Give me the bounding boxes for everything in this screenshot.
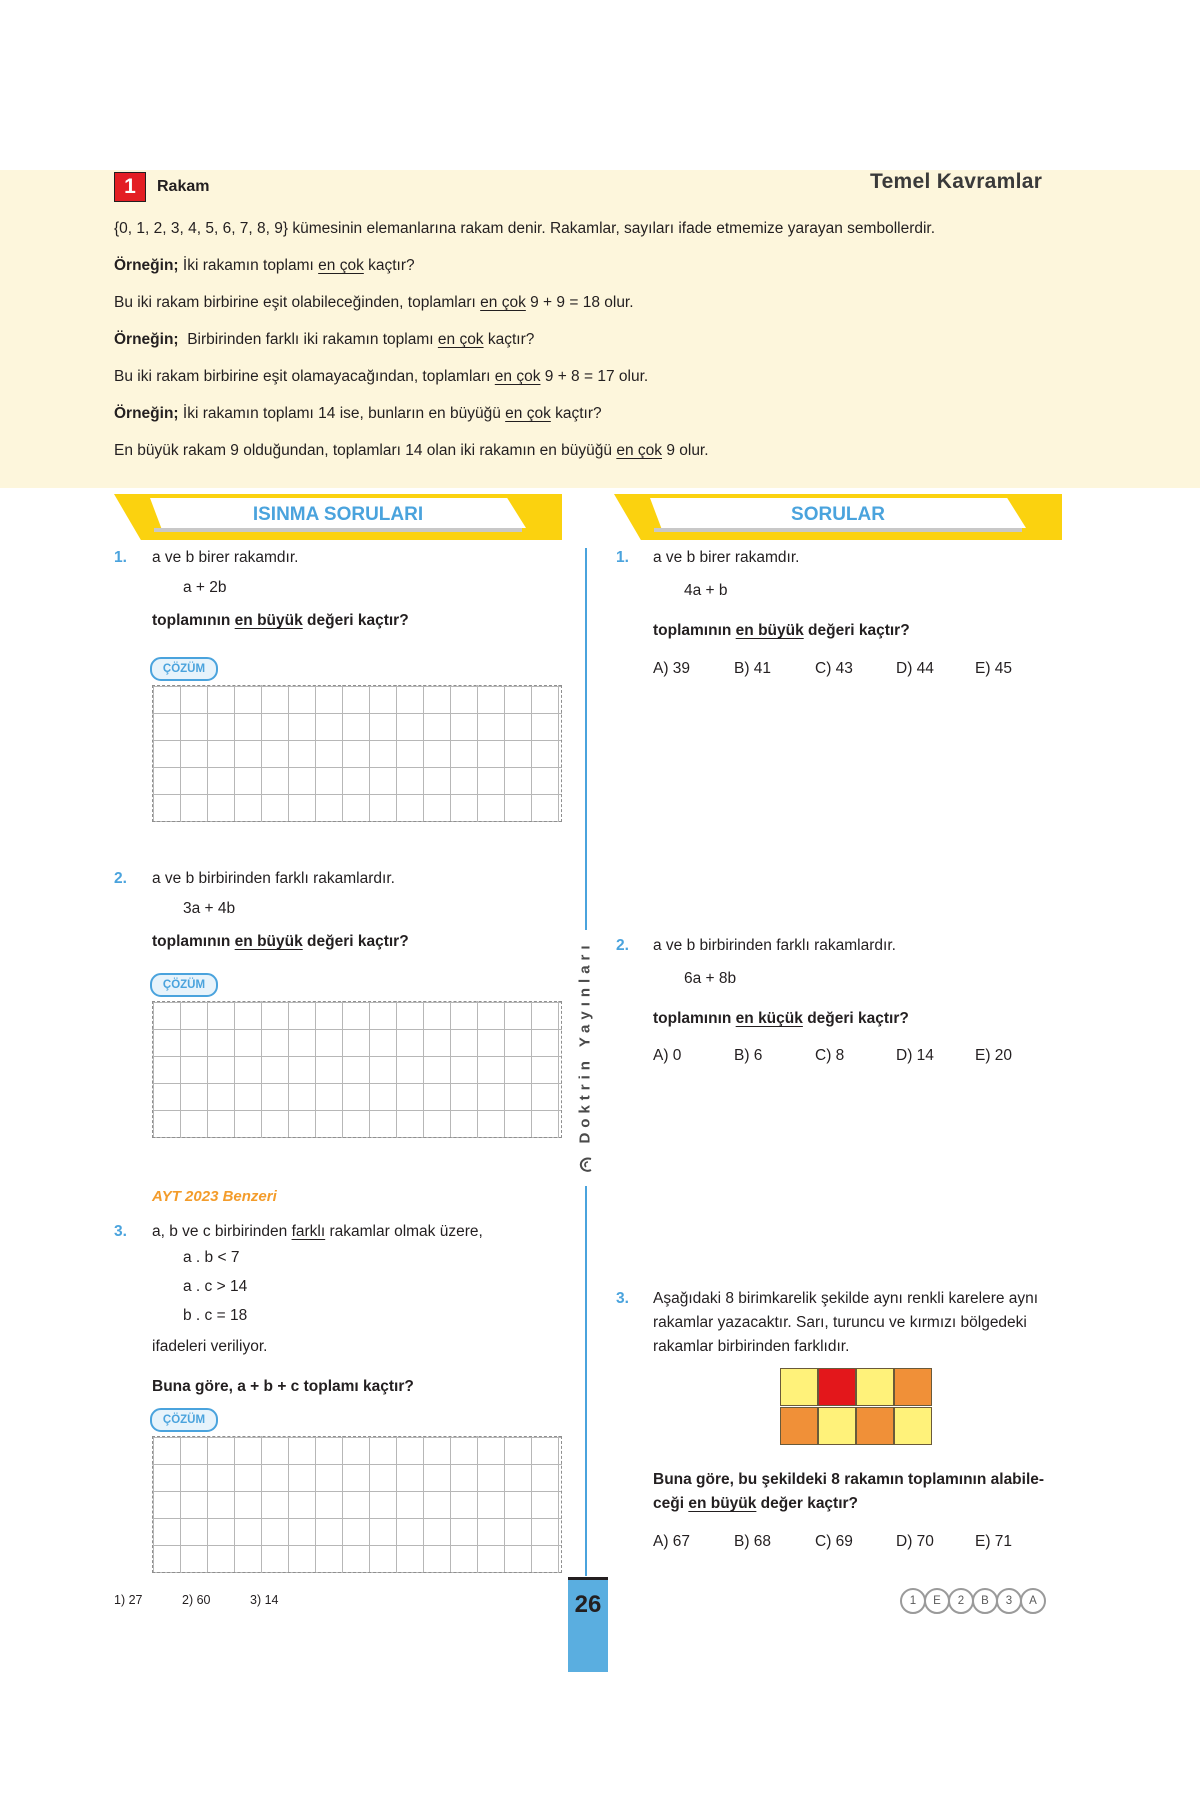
solution-grid[interactable] — [152, 1001, 562, 1138]
stem-text: a, b ve c birbirinden — [152, 1223, 292, 1240]
answer-key-item: 3 — [996, 1588, 1022, 1614]
colored-unit-square-figure — [780, 1368, 936, 1446]
answer-key-chain — [900, 1589, 1044, 1613]
example-text: kaçtır? — [363, 257, 415, 274]
column-divider-bottom — [585, 1186, 587, 1576]
example-text: Birbirinden farklı iki rakamın toplamı — [187, 331, 438, 348]
figure-cell — [818, 1368, 856, 1406]
underlined-keyword: en çok — [616, 442, 663, 459]
underlined-keyword: en büyük — [234, 612, 303, 629]
q3-stem-line-1: Aşağıdaki 8 birimkarelik şekilde aynı renkli karelere aynı — [653, 1290, 1039, 1307]
column-divider-top — [585, 548, 587, 930]
q3-question-line-2 — [653, 1495, 858, 1513]
figure-cell — [780, 1407, 818, 1445]
underlined-keyword: en çok — [318, 257, 364, 274]
warmup-q1-number: 1. — [114, 549, 127, 566]
q1-option-c[interactable]: C) 43 — [815, 660, 853, 677]
q3-stem-line-2: rakamlar yazacaktır. Sarı, turuncu ve kırmızı bölgedeki — [653, 1314, 1027, 1331]
warmup-q1-stem: a ve b birer rakamdır. — [152, 549, 299, 566]
publisher-name: Doktrin Yayınları — [576, 940, 594, 1144]
figure-cell — [894, 1407, 932, 1445]
q2-number: 2. — [616, 937, 629, 954]
question-text: değeri kaçtır? — [307, 933, 409, 950]
warmup-banner-title: ISINMA SORULARI — [252, 504, 424, 525]
example-text: kaçtır? — [483, 331, 535, 348]
warmup-q3-number: 3. — [114, 1223, 127, 1240]
solution-button[interactable]: ÇÖZÜM — [150, 657, 218, 681]
underlined-keyword: en büyük — [234, 933, 303, 950]
q3-option-c[interactable]: C) 69 — [815, 1533, 853, 1550]
answer-text: Bu iki rakam birbirine eşit olamayacağından, toplamları — [114, 368, 495, 385]
answer-1: 1) 27 — [114, 1593, 143, 1607]
underlined-keyword: en çok — [480, 294, 526, 311]
question-text: değeri kaçtır? — [808, 622, 910, 639]
answer-key-item: B — [972, 1588, 998, 1614]
q3-option-d[interactable]: D) 70 — [896, 1533, 934, 1550]
q2-option-a[interactable]: A) 0 — [653, 1047, 682, 1064]
intro-example-1 — [114, 256, 415, 276]
q2-question — [653, 1010, 909, 1028]
q1-question — [653, 622, 910, 640]
underlined-keyword: en çok — [505, 405, 551, 422]
q1-expression: 4a + b — [684, 582, 728, 599]
warmup-q2-number: 2. — [114, 870, 127, 887]
question-text: değeri kaçtır? — [307, 612, 409, 629]
warmup-q3-stem — [152, 1223, 483, 1241]
q2-option-d[interactable]: D) 14 — [896, 1047, 934, 1064]
q2-option-e[interactable]: E) 20 — [975, 1047, 1013, 1064]
question-text: ceği — [653, 1495, 689, 1512]
question-text: değer kaçtır? — [756, 1495, 859, 1512]
answer-3: 3) 14 — [250, 1593, 279, 1607]
underlined-keyword: en çok — [494, 368, 541, 385]
questions-banner-title: SORULAR — [791, 504, 885, 525]
underlined-keyword: en büyük — [735, 622, 804, 639]
solution-button[interactable]: ÇÖZÜM — [150, 1408, 218, 1432]
stem-text: rakamlar olmak üzere, — [325, 1223, 483, 1240]
q3-option-b[interactable]: B) 68 — [734, 1533, 772, 1550]
intro-definition: {0, 1, 2, 3, 4, 5, 6, 7, 8, 9} kümesinin elemanlarına rakam denir. Rakamlar, sayıları ifade etmemize yarayan sembollerdir. — [114, 220, 936, 237]
warmup-banner — [114, 494, 562, 540]
topic-number-badge: 1 — [114, 172, 146, 202]
q3-stem-line-3: rakamlar birbirinden farklıdır. — [653, 1338, 850, 1355]
solution-grid[interactable] — [152, 1436, 562, 1573]
q2-option-c[interactable]: C) 8 — [815, 1047, 845, 1064]
underlined-keyword: farklı — [291, 1223, 326, 1240]
underlined-keyword: en küçük — [735, 1010, 803, 1027]
question-text: toplamının — [653, 1010, 732, 1027]
publisher-vertical-text — [555, 942, 615, 1142]
condition-2: a . c > 14 — [183, 1278, 248, 1295]
answer-text: 9 + 9 = 18 olur. — [525, 294, 634, 311]
question-source-label: AYT 2023 Benzeri — [152, 1188, 277, 1205]
question-text: toplamının — [653, 622, 732, 639]
q1-option-a[interactable]: A) 39 — [653, 660, 691, 677]
question-text: değeri kaçtır? — [807, 1010, 909, 1027]
questions-banner — [614, 494, 1062, 540]
example-text: İki rakamın toplamı 14 ise, bunların en büyüğü — [182, 405, 506, 422]
answer-key-item: E — [924, 1588, 950, 1614]
q1-option-b[interactable]: B) 41 — [734, 660, 772, 677]
page-number-tab — [568, 1577, 608, 1672]
warmup-q2-question — [152, 933, 409, 951]
given-text: ifadeleri veriliyor. — [152, 1338, 268, 1355]
q2-option-b[interactable]: B) 6 — [734, 1047, 763, 1064]
q1-option-d[interactable]: D) 44 — [896, 660, 934, 677]
publisher-logo-icon — [578, 1156, 594, 1174]
q1-stem: a ve b birer rakamdır. — [653, 549, 800, 566]
q3-number: 3. — [616, 1290, 629, 1307]
q1-option-e[interactable]: E) 45 — [975, 660, 1013, 677]
page-number: 26 — [574, 1591, 602, 1618]
question-text: toplamının — [152, 612, 231, 629]
q3-option-a[interactable]: A) 67 — [653, 1533, 691, 1550]
figure-cell — [856, 1407, 894, 1445]
warmup-q1-question — [152, 612, 409, 630]
figure-cell — [894, 1368, 932, 1406]
q2-expression: 6a + 8b — [684, 970, 737, 987]
condition-3: b . c = 18 — [183, 1307, 248, 1324]
answer-key-item: A — [1020, 1588, 1046, 1614]
intro-example-2 — [114, 330, 534, 350]
answer-2: 2) 60 — [182, 1593, 211, 1607]
example-label: Örneğin; — [114, 257, 179, 274]
q3-option-e[interactable]: E) 71 — [975, 1533, 1013, 1550]
warmup-q1-expression: a + 2b — [183, 579, 227, 596]
answer-text: 9 olur. — [662, 442, 709, 459]
intro-example-3 — [114, 404, 602, 424]
q1-number: 1. — [616, 549, 629, 566]
answer-key-item: 1 — [900, 1588, 926, 1614]
figure-cell — [856, 1368, 894, 1406]
topic-title: Rakam — [157, 178, 210, 195]
q2-stem: a ve b birbirinden farklı rakamlardır. — [653, 937, 896, 954]
warmup-q3-question: Buna göre, a + b + c toplamı kaçtır? — [152, 1378, 414, 1395]
answer-text: 9 + 8 = 17 olur. — [540, 368, 649, 385]
intro-answer-3 — [114, 441, 709, 461]
answer-key-item: 2 — [948, 1588, 974, 1614]
example-text: İki rakamın toplamı — [182, 257, 319, 274]
example-label: Örneğin; — [114, 331, 179, 348]
solution-grid[interactable] — [152, 685, 562, 822]
underlined-keyword: en büyük — [688, 1495, 757, 1512]
section-title: Temel Kavramlar — [870, 170, 1043, 193]
question-text: toplamının — [152, 933, 231, 950]
answer-text: Bu iki rakam birbirine eşit olabileceğinden, toplamları — [114, 294, 481, 311]
underlined-keyword: en çok — [437, 331, 484, 348]
condition-1: a . b < 7 — [183, 1249, 240, 1266]
solution-button[interactable]: ÇÖZÜM — [150, 973, 218, 997]
warmup-q2-stem: a ve b birbirinden farklı rakamlardır. — [152, 870, 395, 887]
example-text: kaçtır? — [550, 405, 602, 422]
example-label: Örneğin; — [114, 405, 179, 422]
figure-cell — [780, 1368, 818, 1406]
q3-question-line-1: Buna göre, bu şekildeki 8 rakamın toplamının alabile- — [653, 1471, 1045, 1488]
intro-answer-1 — [114, 293, 634, 313]
intro-answer-2 — [114, 367, 648, 387]
warmup-q2-expression: 3a + 4b — [183, 900, 236, 917]
answer-text: En büyük rakam 9 olduğundan, toplamları 14 olan iki rakamın en büyüğü — [114, 442, 617, 459]
figure-cell — [818, 1407, 856, 1445]
